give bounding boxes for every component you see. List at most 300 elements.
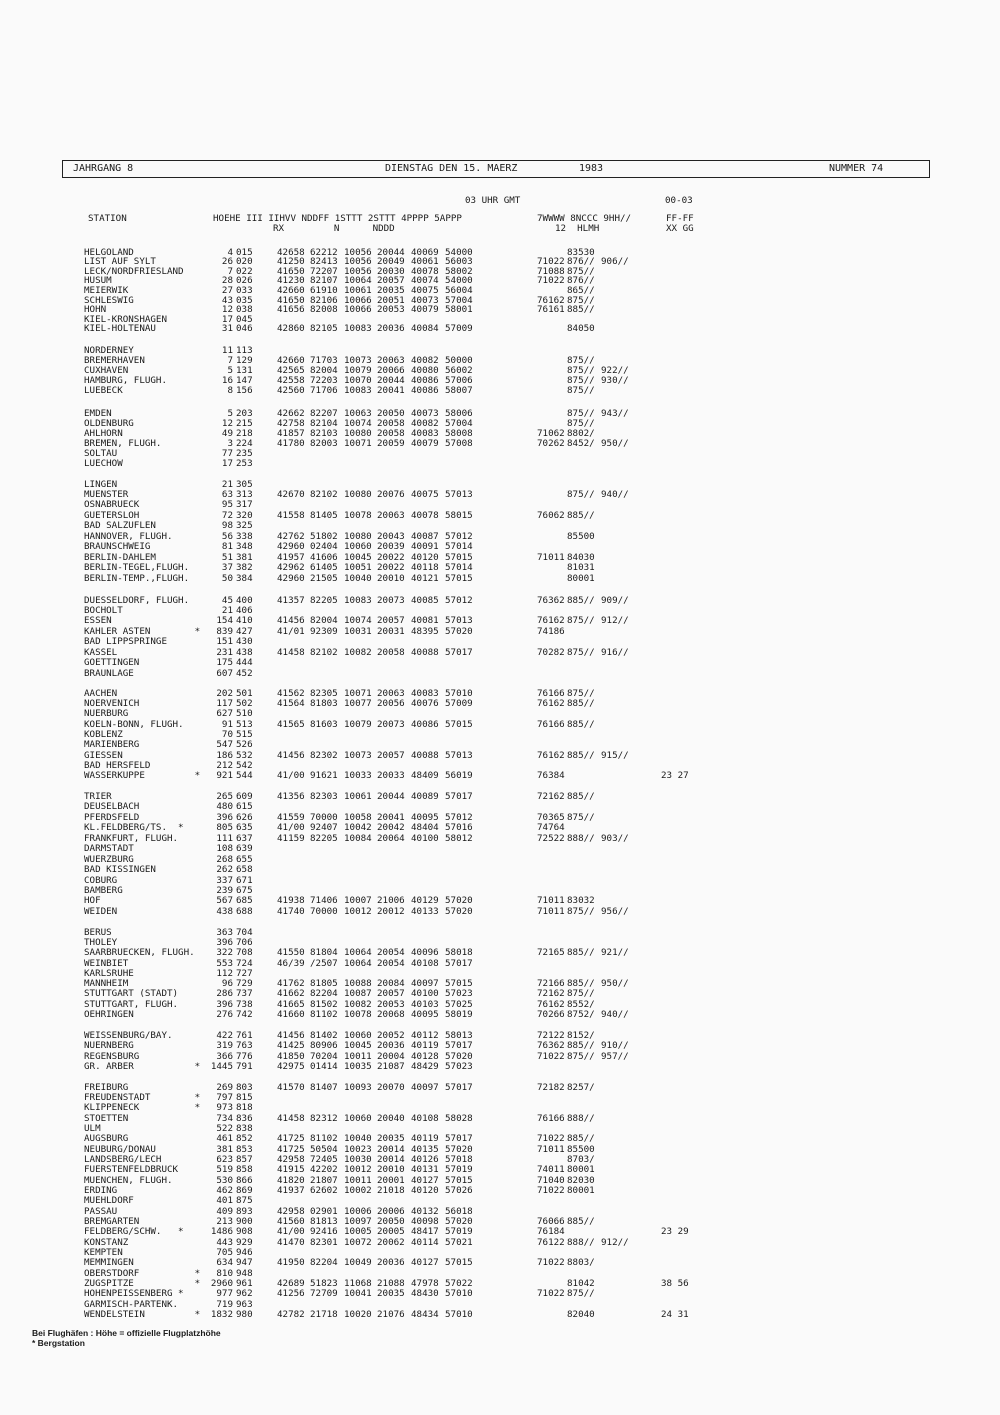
weather-group: 76122 bbox=[537, 1237, 565, 1248]
station-height: 547 bbox=[216, 739, 233, 750]
group-value: 40095 bbox=[411, 812, 439, 823]
cloud-group: 885// bbox=[567, 1040, 595, 1051]
group-value: 57010 bbox=[445, 1288, 473, 1299]
group-value: 10049 bbox=[344, 1257, 372, 1268]
column-codes: HOEHE III IIHVV NDDFF 1STTT 2STTT 4PPPP 5APPP bbox=[213, 213, 462, 224]
group-value: 57017 bbox=[445, 791, 473, 802]
group-value: 82105 bbox=[310, 323, 338, 334]
group-value: 42762 bbox=[277, 531, 305, 542]
group-value: 10056 bbox=[344, 256, 372, 267]
group-value: 41456 bbox=[277, 615, 305, 626]
weather-group: 74186 bbox=[537, 626, 565, 637]
table-row bbox=[0, 439, 1000, 449]
group-value: 51823 bbox=[310, 1278, 338, 1289]
weather-group: 70282 bbox=[537, 647, 565, 658]
group-value: 41458 bbox=[277, 1113, 305, 1124]
group-value: 41550 bbox=[277, 947, 305, 958]
station-name: TRIER bbox=[84, 791, 112, 802]
group-value: 56002 bbox=[445, 365, 473, 376]
group-value: 41725 bbox=[277, 1144, 305, 1155]
group-value: 41650 bbox=[277, 295, 305, 306]
table-row bbox=[0, 648, 1000, 658]
group-value: 10030 bbox=[344, 1154, 372, 1165]
group-value: 56018 bbox=[445, 1206, 473, 1217]
station-height: 3 bbox=[227, 438, 233, 449]
cloud-group: 885// bbox=[567, 595, 595, 606]
group-value: 50504 bbox=[310, 1144, 338, 1155]
station-index: 381 bbox=[236, 552, 253, 563]
weather-group: 71088 bbox=[537, 266, 565, 277]
group-value: 20062 bbox=[377, 1237, 405, 1248]
group-value: 82207 bbox=[310, 408, 338, 419]
group-value: 40098 bbox=[411, 1216, 439, 1227]
group-value: 10011 bbox=[344, 1051, 372, 1062]
group-value: 41938 bbox=[277, 895, 305, 906]
weather-group: 70262 bbox=[537, 438, 565, 449]
group-value: 20041 bbox=[377, 812, 405, 823]
group-value: 58006 bbox=[445, 408, 473, 419]
station-name: PFERDSFELD bbox=[84, 812, 140, 823]
station-height: 810 bbox=[216, 1268, 233, 1279]
station-name: BAD KISSINGEN bbox=[84, 864, 156, 875]
group-value: 42975 bbox=[277, 1061, 305, 1072]
group-value: 40091 bbox=[411, 541, 439, 552]
station-index: 542 bbox=[236, 760, 253, 771]
group-value: 57020 bbox=[445, 1216, 473, 1227]
weather-group: 70266 bbox=[537, 1009, 565, 1020]
group-value: 72405 bbox=[310, 1154, 338, 1165]
station-height: 734 bbox=[216, 1113, 233, 1124]
group-value: 20010 bbox=[377, 573, 405, 584]
station-index: 853 bbox=[236, 1144, 253, 1155]
group-value: 10056 bbox=[344, 247, 372, 258]
group-value: 10070 bbox=[344, 375, 372, 386]
group-value: 20022 bbox=[377, 562, 405, 573]
group-value: 41565 bbox=[277, 719, 305, 730]
station-index: 033 bbox=[236, 285, 253, 296]
cloud-group: 885// bbox=[567, 719, 595, 730]
cloud-group: 875// bbox=[567, 365, 595, 376]
group-value: 20014 bbox=[377, 1154, 405, 1165]
group-value: 20059 bbox=[377, 438, 405, 449]
cloud-group: 885// bbox=[567, 1216, 595, 1227]
weather-group: 74764 bbox=[537, 822, 565, 833]
station-index: 742 bbox=[236, 1009, 253, 1020]
group-value: 61405 bbox=[310, 562, 338, 573]
cloud-group: 875// bbox=[567, 375, 595, 386]
station-height: 37 bbox=[221, 562, 233, 573]
station-name: BRAUNSCHWEIG bbox=[84, 541, 151, 552]
station-name: BREMEN, FLUGH. bbox=[84, 438, 162, 449]
group-value: 10073 bbox=[344, 355, 372, 366]
weather-group: 72162 bbox=[537, 791, 565, 802]
station-index: 948 bbox=[236, 1268, 253, 1279]
group-value: 40108 bbox=[411, 1113, 439, 1124]
station-height: 11 bbox=[221, 345, 233, 356]
table-row bbox=[0, 730, 1000, 740]
group-value: 21718 bbox=[310, 1309, 338, 1320]
group-value: 41/00 bbox=[277, 1226, 305, 1237]
group-value: 20036 bbox=[377, 323, 405, 334]
column-weather: 7WWWW 8NCCC 9HH// bbox=[537, 213, 632, 224]
group-value: 10063 bbox=[344, 408, 372, 419]
station-name: LECK/NORDFRIESLAND bbox=[84, 266, 184, 277]
group-value: 42782 bbox=[277, 1309, 305, 1320]
station-name: NEUBURG/DONAU bbox=[84, 1144, 156, 1155]
station-height: 623 bbox=[216, 1154, 233, 1165]
station-height: 567 bbox=[216, 895, 233, 906]
group-value: 41564 bbox=[277, 698, 305, 709]
group-value: 40087 bbox=[411, 531, 439, 542]
group-value: 20044 bbox=[377, 375, 405, 386]
group-value: 62602 bbox=[310, 1185, 338, 1196]
station-name: KONSTANZ bbox=[84, 1237, 129, 1248]
footnote-airports: Bei Flughäfen : Höhe = offizielle Flugplatzhöhe bbox=[32, 1328, 221, 1338]
station-name: KEMPTEN bbox=[84, 1247, 123, 1258]
group-value: 57015 bbox=[445, 573, 473, 584]
cloud-group: 875// bbox=[567, 615, 595, 626]
table-row bbox=[0, 521, 1000, 531]
station-height: 112 bbox=[216, 968, 233, 979]
group-value: 20039 bbox=[377, 541, 405, 552]
group-value: 57008 bbox=[445, 438, 473, 449]
weather-group: 70365 bbox=[537, 812, 565, 823]
weather-group: 72522 bbox=[537, 833, 565, 844]
cloud-group: 875// bbox=[567, 1051, 595, 1062]
group-value: 81102 bbox=[310, 1009, 338, 1020]
group-value: 10056 bbox=[344, 266, 372, 277]
group-value: 56004 bbox=[445, 285, 473, 296]
group-value: 10084 bbox=[344, 833, 372, 844]
station-name: HOHN bbox=[84, 304, 107, 315]
group-value: 02404 bbox=[310, 541, 338, 552]
group-value: 41230 bbox=[277, 275, 305, 286]
cloud-group: 82030 bbox=[567, 1175, 595, 1186]
group-value: 20035 bbox=[377, 285, 405, 296]
station-name: GUETERSLOH bbox=[84, 510, 140, 521]
group-value: 20057 bbox=[377, 615, 405, 626]
group-value: 57015 bbox=[445, 1175, 473, 1186]
group-value: 82301 bbox=[310, 1237, 338, 1248]
station-index: 791 bbox=[236, 1061, 253, 1072]
station-name: WENDELSTEIN * bbox=[84, 1309, 201, 1320]
group-value: 57021 bbox=[445, 1237, 473, 1248]
group-value: 57017 bbox=[445, 1133, 473, 1144]
station-height: 7 bbox=[227, 266, 233, 277]
group-value: 48429 bbox=[411, 1061, 439, 1072]
station-height: 28 bbox=[221, 275, 233, 286]
station-index: 427 bbox=[236, 626, 253, 637]
group-value: 58007 bbox=[445, 385, 473, 396]
group-value: 10061 bbox=[344, 791, 372, 802]
group-value: 57009 bbox=[445, 698, 473, 709]
group-value: 20056 bbox=[377, 698, 405, 709]
station-index: 046 bbox=[236, 323, 253, 334]
cloud-group: 875// bbox=[567, 489, 595, 500]
station-height: 480 bbox=[216, 801, 233, 812]
group-value: 40095 bbox=[411, 1009, 439, 1020]
group-value: 41470 bbox=[277, 1237, 305, 1248]
table-row bbox=[0, 896, 1000, 906]
station-index: 655 bbox=[236, 854, 253, 865]
group-value: 41762 bbox=[277, 978, 305, 989]
group-value: 57020 bbox=[445, 1144, 473, 1155]
station-index: 875 bbox=[236, 1195, 253, 1206]
group-value: 42660 bbox=[277, 285, 305, 296]
group-value: 20063 bbox=[377, 355, 405, 366]
group-value: 41256 bbox=[277, 1288, 305, 1299]
group-value: 57016 bbox=[445, 822, 473, 833]
station-name: BREMGARTEN bbox=[84, 1216, 140, 1227]
cloud-group: 8703/ bbox=[567, 1154, 595, 1165]
cloud-group: 82040 bbox=[567, 1309, 595, 1320]
group-value: 10082 bbox=[344, 999, 372, 1010]
station-index: 704 bbox=[236, 927, 253, 938]
group-value: 82205 bbox=[310, 833, 338, 844]
cloud-group: 885// bbox=[567, 1133, 595, 1144]
group-value: 10088 bbox=[344, 978, 372, 989]
station-name: EMDEN bbox=[84, 408, 112, 419]
group-value: 57020 bbox=[445, 895, 473, 906]
group-value: 40080 bbox=[411, 365, 439, 376]
group-value: 41857 bbox=[277, 428, 305, 439]
station-name: STUTTGART (STADT) bbox=[84, 988, 179, 999]
station-name: NUERNBERG bbox=[84, 1040, 134, 1051]
station-name: MUEHLDORF bbox=[84, 1195, 134, 1206]
group-value: 58028 bbox=[445, 1113, 473, 1124]
group-value: 42860 bbox=[277, 323, 305, 334]
group-value: 71703 bbox=[310, 355, 338, 366]
cloud-group: 885// bbox=[567, 304, 595, 315]
station-index: 858 bbox=[236, 1164, 253, 1175]
station-height: 921 bbox=[216, 770, 233, 781]
group-value: 91621 bbox=[310, 770, 338, 781]
cloud-group: 80001 bbox=[567, 1164, 595, 1175]
group-value: 41559 bbox=[277, 812, 305, 823]
table-row bbox=[0, 459, 1000, 469]
table-row bbox=[0, 876, 1000, 886]
group-value: 40081 bbox=[411, 615, 439, 626]
weather-group: 76062 bbox=[537, 510, 565, 521]
table-row bbox=[0, 409, 1000, 419]
station-name: STUTTGART, FLUGH. bbox=[84, 999, 179, 1010]
weather-group: 71022 bbox=[537, 1257, 565, 1268]
group-value: 48434 bbox=[411, 1309, 439, 1320]
group-value: 10023 bbox=[344, 1144, 372, 1155]
table-row bbox=[0, 532, 1000, 542]
station-index: 410 bbox=[236, 615, 253, 626]
table-row bbox=[0, 1238, 1000, 1248]
group-value: 71406 bbox=[310, 895, 338, 906]
height-group: 922// bbox=[601, 365, 629, 376]
group-value: 20030 bbox=[377, 266, 405, 277]
group-value: 10040 bbox=[344, 573, 372, 584]
weather-group: 72122 bbox=[537, 1030, 565, 1041]
table-row bbox=[0, 1165, 1000, 1175]
group-value: 42758 bbox=[277, 418, 305, 429]
group-value: 57012 bbox=[445, 531, 473, 542]
station-height: 438 bbox=[216, 906, 233, 917]
cloud-group: 84050 bbox=[567, 323, 595, 334]
group-value: 40061 bbox=[411, 256, 439, 267]
group-value: 10083 bbox=[344, 595, 372, 606]
group-value: 10080 bbox=[344, 531, 372, 542]
group-value: 57013 bbox=[445, 489, 473, 500]
group-value: 40076 bbox=[411, 698, 439, 709]
station-name: PASSAU bbox=[84, 1206, 118, 1217]
station-height: 77 bbox=[221, 448, 233, 459]
table-row bbox=[0, 346, 1000, 356]
group-value: 20052 bbox=[377, 1030, 405, 1041]
station-height: 5 bbox=[227, 408, 233, 419]
group-value: 82106 bbox=[310, 295, 338, 306]
station-name: KAHLER ASTEN * bbox=[84, 626, 201, 637]
group-value: 58019 bbox=[445, 1009, 473, 1020]
station-height: 45 bbox=[221, 595, 233, 606]
group-value: 20010 bbox=[377, 1164, 405, 1175]
group-value: 10071 bbox=[344, 438, 372, 449]
station-name: WEIDEN bbox=[84, 906, 118, 917]
station-height: 202 bbox=[216, 688, 233, 699]
station-height: 63 bbox=[221, 489, 233, 500]
group-value: 82008 bbox=[310, 304, 338, 315]
group-value: 82103 bbox=[310, 428, 338, 439]
group-value: 57015 bbox=[445, 719, 473, 730]
group-value: 48430 bbox=[411, 1288, 439, 1299]
group-value: 57015 bbox=[445, 552, 473, 563]
station-height: 396 bbox=[216, 999, 233, 1010]
group-value: 20073 bbox=[377, 595, 405, 606]
group-value: 20057 bbox=[377, 750, 405, 761]
group-value: 82107 bbox=[310, 275, 338, 286]
station-name: KASSEL bbox=[84, 647, 118, 658]
cloud-group: 888// bbox=[567, 1237, 595, 1248]
group-value: 10064 bbox=[344, 275, 372, 286]
group-value: 20040 bbox=[377, 1113, 405, 1124]
group-value: 40075 bbox=[411, 285, 439, 296]
station-index: 438 bbox=[236, 647, 253, 658]
group-value: 40082 bbox=[411, 355, 439, 366]
group-value: 40131 bbox=[411, 1164, 439, 1175]
group-value: 20014 bbox=[377, 1144, 405, 1155]
year-label: JAHRGANG 8 bbox=[73, 163, 134, 174]
station-height: 17 bbox=[221, 314, 233, 325]
station-height: 422 bbox=[216, 1030, 233, 1041]
group-value: 82104 bbox=[310, 418, 338, 429]
station-name: KIEL-HOLTENAU bbox=[84, 323, 156, 334]
station-height: 108 bbox=[216, 843, 233, 854]
cloud-group: 8257/ bbox=[567, 1082, 595, 1093]
station-height: 401 bbox=[216, 1195, 233, 1206]
group-value: 10045 bbox=[344, 1040, 372, 1051]
column-codes-sub: RX N NDDD bbox=[273, 223, 395, 234]
group-value: 20073 bbox=[377, 719, 405, 730]
station-index: 129 bbox=[236, 355, 253, 366]
group-value: 57004 bbox=[445, 418, 473, 429]
group-value: 42960 bbox=[277, 541, 305, 552]
group-value: 58008 bbox=[445, 428, 473, 439]
height-group: 930// bbox=[601, 375, 629, 386]
station-index: 026 bbox=[236, 275, 253, 286]
group-value: 10079 bbox=[344, 719, 372, 730]
group-value: 20050 bbox=[377, 1216, 405, 1227]
group-value: 10041 bbox=[344, 1288, 372, 1299]
group-value: 41656 bbox=[277, 304, 305, 315]
station-height: 839 bbox=[216, 626, 233, 637]
table-row bbox=[0, 286, 1000, 296]
table-row bbox=[0, 989, 1000, 999]
group-value: 10060 bbox=[344, 1113, 372, 1124]
group-value: 40086 bbox=[411, 375, 439, 386]
group-value: 20005 bbox=[377, 1226, 405, 1237]
station-name: HOF bbox=[84, 895, 101, 906]
station-height: 627 bbox=[216, 708, 233, 719]
gust-group: 38 56 bbox=[661, 1278, 689, 1289]
cloud-group: 81042 bbox=[567, 1278, 595, 1289]
group-value: 81405 bbox=[310, 510, 338, 521]
issue-number: NUMMER 74 bbox=[829, 163, 884, 174]
station-height: 26 bbox=[221, 256, 233, 267]
station-height: 151 bbox=[216, 636, 233, 647]
table-row bbox=[0, 480, 1000, 490]
station-height: 49 bbox=[221, 428, 233, 439]
cloud-group: 85500 bbox=[567, 531, 595, 542]
group-value: 10045 bbox=[344, 552, 372, 563]
group-value: 02901 bbox=[310, 1206, 338, 1217]
group-value: 41570 bbox=[277, 1082, 305, 1093]
table-row bbox=[0, 574, 1000, 584]
station-index: 156 bbox=[236, 385, 253, 396]
station-height: 7 bbox=[227, 355, 233, 366]
weather-group: 74011 bbox=[537, 1164, 565, 1175]
group-value: 20068 bbox=[377, 1009, 405, 1020]
group-value: 20004 bbox=[377, 1051, 405, 1062]
group-value: 56003 bbox=[445, 256, 473, 267]
weather-group: 71022 bbox=[537, 1051, 565, 1062]
cloud-group: 876// bbox=[567, 256, 595, 267]
group-value: 40069 bbox=[411, 247, 439, 258]
group-value: 80906 bbox=[310, 1040, 338, 1051]
station-name: THOLEY bbox=[84, 937, 118, 948]
group-value: 40126 bbox=[411, 1154, 439, 1165]
group-value: 41937 bbox=[277, 1185, 305, 1196]
group-value: 56019 bbox=[445, 770, 473, 781]
station-name: MANNHEIM bbox=[84, 978, 129, 989]
group-value: 20043 bbox=[377, 531, 405, 542]
group-value: 20057 bbox=[377, 988, 405, 999]
weather-group: 71011 bbox=[537, 906, 565, 917]
group-value: 81804 bbox=[310, 947, 338, 958]
group-value: 40088 bbox=[411, 750, 439, 761]
station-index: 838 bbox=[236, 1123, 253, 1134]
table-row bbox=[0, 669, 1000, 679]
table-row bbox=[0, 1103, 1000, 1113]
group-value: 40088 bbox=[411, 647, 439, 658]
height-group: 943// bbox=[601, 408, 629, 419]
station-index: 400 bbox=[236, 595, 253, 606]
station-name: GR. ARBER * bbox=[84, 1061, 201, 1072]
station-height: 175 bbox=[216, 657, 233, 668]
group-value: 20053 bbox=[377, 999, 405, 1010]
table-row bbox=[0, 356, 1000, 366]
station-name: STOETTEN bbox=[84, 1113, 129, 1124]
station-index: 513 bbox=[236, 719, 253, 730]
group-value: 10083 bbox=[344, 323, 372, 334]
station-height: 337 bbox=[216, 875, 233, 886]
group-value: 57013 bbox=[445, 750, 473, 761]
group-value: 58012 bbox=[445, 833, 473, 844]
station-index: 980 bbox=[236, 1309, 253, 1320]
